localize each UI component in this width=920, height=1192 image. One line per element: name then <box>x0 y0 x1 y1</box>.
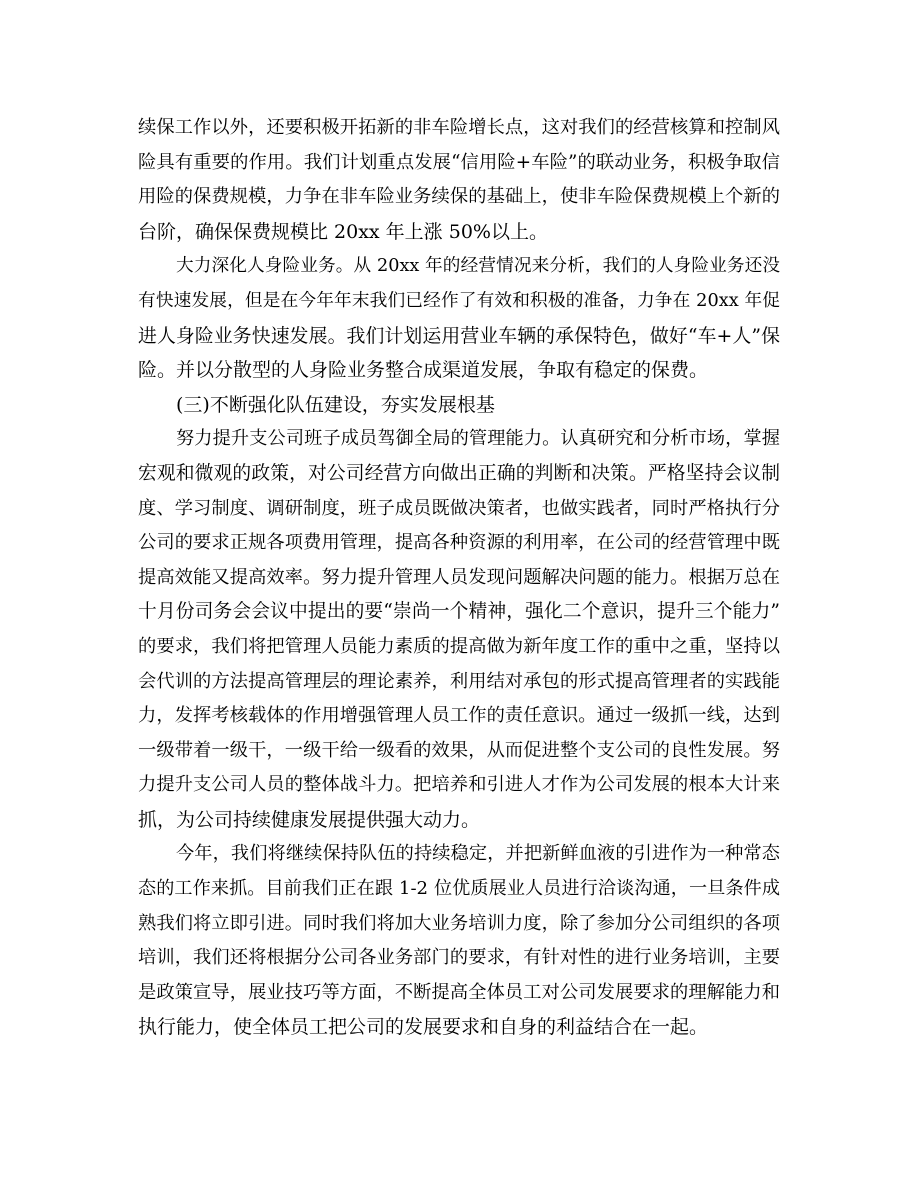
text-line: 力提升支公司人员的整体战斗力。把培养和引进人才作为公司发展的根本大计来 <box>138 774 780 796</box>
text-line: 大力深化人身险业务。从 20xx 年的经营情况来分析，我们的人身险业务还没 <box>176 256 780 277</box>
text-line: 险具有重要的作用。我们计划重点发展“信用险+车险”的联动业务，积极争取信 <box>138 151 780 173</box>
text-line: 抓，为公司持续健康发展提供强大动力。 <box>138 808 481 831</box>
text-line: 宏观和微观的政策，对公司经营方向做出正确的判断和决策。严格坚持会议制 <box>138 462 780 484</box>
text-line: 进人身险业务快速发展。我们计划运用营业车辆的承保特色，做好“车+人”保 <box>138 324 780 347</box>
text-line: 努力提升支公司班子成员驾御全局的管理能力。认真研究和分析市场，掌握 <box>176 428 780 450</box>
text-line: 执行能力，使全体员工把公司的发展要求和自身的利益结合在一起。 <box>138 1016 709 1039</box>
text-line: 十月份司务会会议中提出的要“崇尚一个精神，强化二个意识，提升三个能力” <box>138 601 780 623</box>
document-body <box>138 111 780 1045</box>
text-line: 公司的要求正规各项费用管理，提高各种资源的利用率，在公司的经营管理中既 <box>138 532 780 554</box>
text-line: 会代训的方法提高管理层的理论素养，利用结对承包的形式提高管理者的实践能 <box>138 670 780 692</box>
text-line: 有快速发展，但是在今年年末我们已经作了有效和积极的准备，力争在 20xx 年促 <box>138 290 780 311</box>
text-line: 续保工作以外，还要积极开拓新的非车险增长点，这对我们的经营核算和控制风 <box>138 117 780 138</box>
text-line: 台阶，确保保费规模比 20xx 年上涨 50%以上。 <box>138 220 548 243</box>
text-line: 力，发挥考核载体的作用增强管理人员工作的责任意识。通过一级抓一线，达到 <box>138 705 780 727</box>
text-line: 培训，我们还将根据分公司各业务部门的要求，有针对性的进行业务培训，主要 <box>138 947 780 969</box>
text-line: 的要求，我们将把管理人员能力素质的提高做为新年度工作的重中之重，坚持以 <box>138 635 780 657</box>
text-line: 用险的保费规模，力争在非车险业务续保的基础上，使非车险保费规模上个新的 <box>138 186 780 208</box>
text-line: 是政策宣导，展业技巧等方面，不断提高全体员工对公司发展要求的理解能力和 <box>138 981 780 1003</box>
text-line: 一级带着一级干，一级干给一级看的效果，从而促进整个支公司的良性发展。努 <box>138 739 780 761</box>
text-line: (三)不断强化队伍建设，夯实发展根基 <box>176 393 495 416</box>
text-line: 今年，我们将继续保持队伍的持续稳定，并把新鲜血液的引进作为一种常态 <box>176 843 780 865</box>
text-line: 度、学习制度、调研制度，班子成员既做决策者，也做实践者，同时严格执行分 <box>138 497 780 519</box>
text-line: 提高效能又提高效率。努力提升管理人员发现问题解决问题的能力。根据万总在 <box>138 566 780 588</box>
text-line: 险。并以分散型的人身险业务整合成渠道发展，争取有稳定的保费。 <box>138 359 709 382</box>
text-line: 态的工作来抓。目前我们正在跟 1-2 位优质展业人员进行洽谈沟通，一旦条件成 <box>138 878 780 900</box>
text-line: 熟我们将立即引进。同时我们将加大业务培训力度，除了参加分公司组织的各项 <box>138 912 780 934</box>
